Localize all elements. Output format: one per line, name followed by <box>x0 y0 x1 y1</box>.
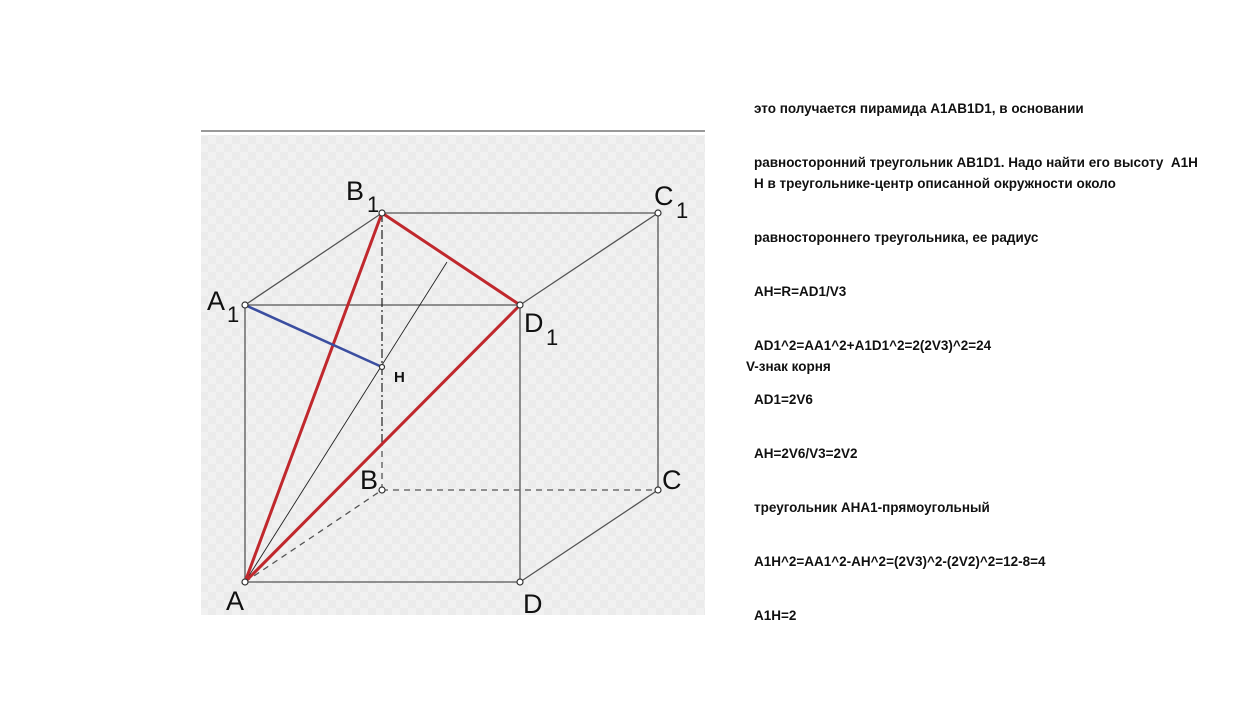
label-D1-subscript: 1 <box>546 325 559 350</box>
root-sign-note: V-знак корня <box>746 359 831 374</box>
vertex-A <box>242 579 248 585</box>
solution-line: AD1=2V6 <box>754 392 813 407</box>
label-A1-subscript: 1 <box>227 302 240 327</box>
solution-line: AH=R=AD1/V3 <box>754 284 847 299</box>
vertex-A1 <box>242 302 248 308</box>
vertex-C <box>655 487 661 493</box>
solution-line: A1H=2 <box>754 608 797 623</box>
point-H <box>380 365 385 370</box>
solution-line: AH=2V6/V3=2V2 <box>754 446 858 461</box>
vertex-B1 <box>379 210 385 216</box>
label-A: A <box>226 586 245 616</box>
label-H: H <box>394 369 405 386</box>
diagram-background <box>201 135 705 615</box>
label-B: B <box>360 465 379 495</box>
label-C: C <box>662 465 682 495</box>
vertex-B <box>379 487 385 493</box>
solution-line: H в треугольнике-центр описанной окружности около <box>754 176 1116 191</box>
vertex-D <box>517 579 523 585</box>
label-D1: D <box>524 308 544 338</box>
intro-line: это получается пирамида A1AB1D1, в основании <box>754 101 1084 116</box>
label-B1: B <box>346 176 365 206</box>
solution-line: треугольник AHA1-прямоугольный <box>754 500 990 515</box>
solution-line: равностороннего треугольника, ее радиус <box>754 230 1039 245</box>
label-C1: C <box>654 181 674 211</box>
solution-line: A1H^2=AA1^2-AH^2=(2V3)^2-(2V2)^2=12-8=4 <box>754 554 1046 569</box>
label-A1: A <box>207 286 226 316</box>
solution-text <box>754 139 1116 643</box>
label-B1-subscript: 1 <box>367 192 380 217</box>
solution-line: AD1^2=AA1^2+A1D1^2=2(2V3)^2=24 <box>754 338 992 353</box>
vertex-D1 <box>517 302 523 308</box>
intro-line: равносторонний треугольник AB1D1. Надо найти его высоту A1H <box>754 155 1198 170</box>
label-D: D <box>523 589 543 619</box>
label-C1-subscript: 1 <box>676 198 689 223</box>
